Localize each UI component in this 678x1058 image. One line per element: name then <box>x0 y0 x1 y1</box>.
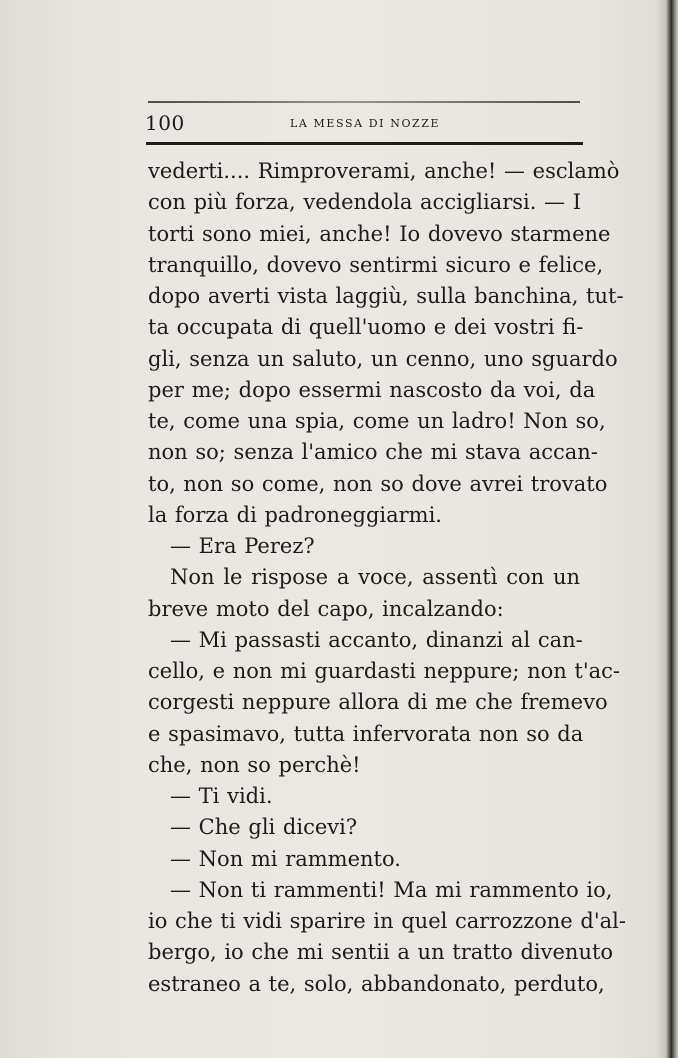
page-number: 100 <box>145 111 185 135</box>
text-line: — Non ti rammenti! Ma mi rammento io, <box>170 877 613 902</box>
text-line: estraneo a te, solo, abbandonato, perduto, <box>148 971 605 996</box>
text-line: breve moto del capo, incalzando: <box>148 596 504 621</box>
text-line: corgesti neppure allora di me che fremevo <box>148 690 608 715</box>
text-line: — Ti vidi. <box>170 784 273 808</box>
text-line: — Era Perez? <box>170 534 315 558</box>
header-rule <box>146 142 583 145</box>
text-line: gli, senza un saluto, un cenno, uno sguardo <box>148 346 618 371</box>
text-line: con più forza, vedendola accigliarsi. — I <box>148 190 582 215</box>
text-line: che, non so perchè! <box>148 752 361 777</box>
text-line: per me; dopo essermi nascosto da voi, da <box>148 377 596 402</box>
text-line: dopo averti vista laggiù, sulla banchina, tut- <box>148 284 624 308</box>
text-line: tranquillo, dovevo sentirmi sicuro e felice, <box>148 252 604 277</box>
header-top-rule <box>148 101 580 103</box>
text-line: e spasimavo, tutta infervorata non so da <box>148 721 584 746</box>
text-line: — Non mi rammento. <box>170 846 401 871</box>
text-line: torti sono miei, anche! Io dovevo starmene <box>148 221 611 246</box>
text-line: Non le rispose a voce, assentì con un <box>170 565 580 590</box>
text-line: — Che gli dicevi? <box>170 815 358 840</box>
text-line: ta occupata di quell'uomo e dei vostri fi- <box>148 315 584 340</box>
text-line: la forza di padroneggiarmi. <box>148 502 442 527</box>
text-line: vederti.... Rimproverami, anche! — esclamò <box>148 159 620 183</box>
text-line: — Mi passasti accanto, dinanzi al can- <box>170 627 583 652</box>
text-line: cello, e non mi guardasti neppure; non t'ac- <box>148 659 621 683</box>
text-line: te, come una spia, come un ladro! Non so, <box>148 409 606 433</box>
page-edge-shadow <box>656 0 678 1058</box>
text-line: non so; senza l'amico che mi stava accan- <box>148 440 598 465</box>
text-line: bergo, io che mi sentii a un tratto divenuto <box>148 940 614 965</box>
text-line: io che ti vidi sparire in quel carrozzone d'al- <box>148 909 626 933</box>
body-text <box>148 156 626 1000</box>
text-line: to, non so come, non so dove avrei trovato <box>148 471 608 496</box>
running-head: LA MESSA DI NOZZE <box>290 117 441 130</box>
